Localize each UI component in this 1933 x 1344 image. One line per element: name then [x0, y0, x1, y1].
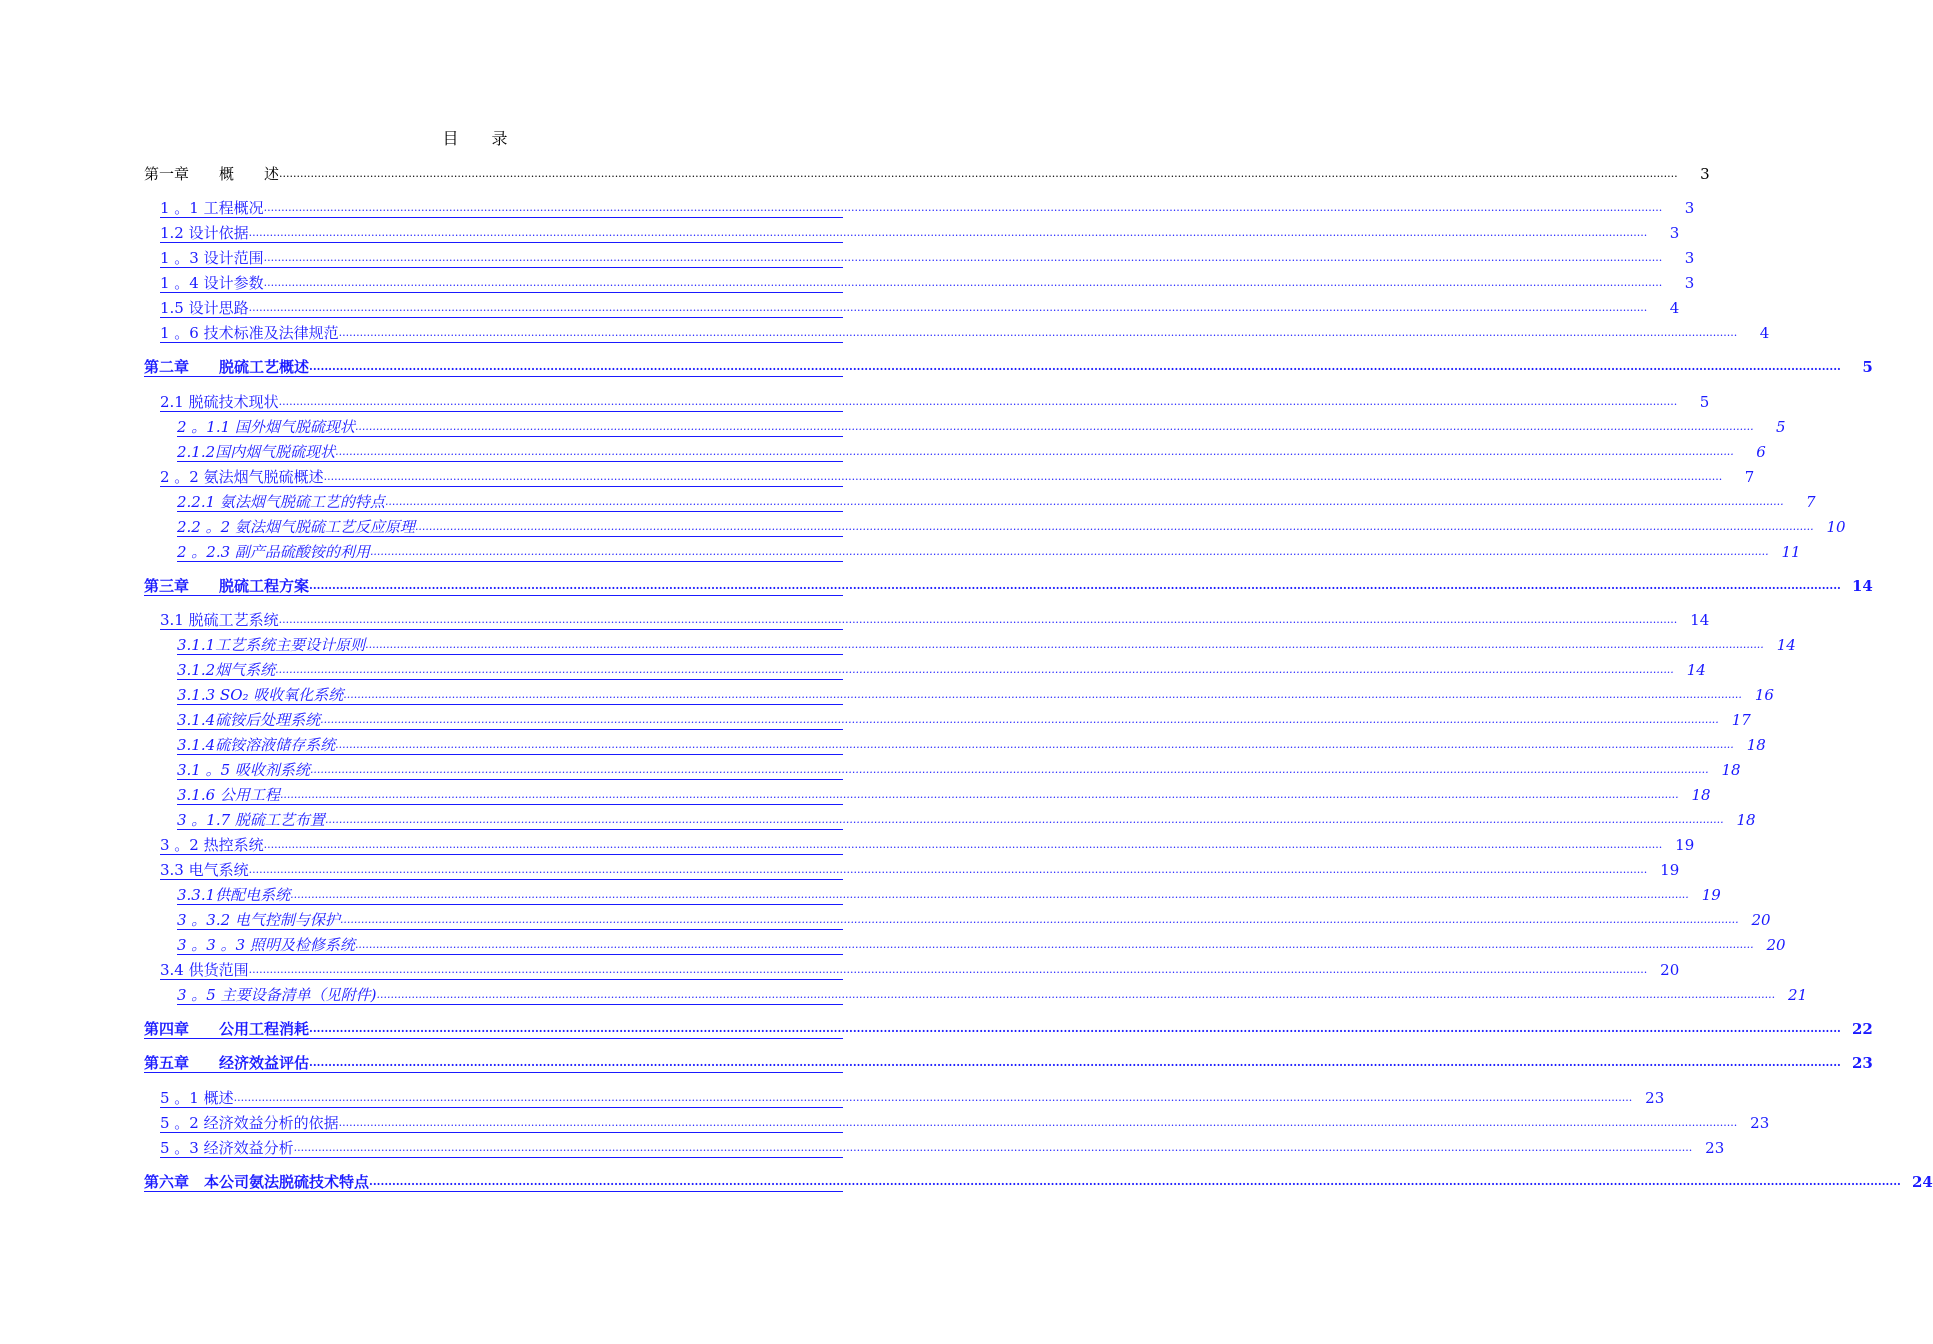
toc-entry-label: 1.2 设计依据 — [160, 224, 249, 242]
toc-entry[interactable] — [160, 320, 1770, 343]
toc-entry-page: 14 — [1686, 661, 1706, 679]
toc-entry-label: 5 。2 经济效益分析的依据 — [160, 1114, 339, 1132]
toc-entry[interactable] — [177, 807, 1756, 830]
toc-entry-page: 3 — [1684, 199, 1695, 217]
toc-entry[interactable] — [160, 295, 1680, 318]
toc-entry-label: 3 。1.7 脱硫工艺布置 — [177, 811, 325, 829]
toc-entry-leader: ................................................................................................................................................................................................................................................................................................................................................................................................................ — [263, 251, 1663, 264]
toc-entry-label: 2 。2 氨法烟气脱硫概述 — [160, 468, 324, 486]
toc-entry-leader: ................................................................................................................................................................................................................................................................................................................................................................................................................ — [279, 167, 1678, 180]
toc-entry-leader: ................................................................................................................................................................................................................................................................................................................................................................................................................ — [365, 638, 1764, 651]
toc-entry-leader: ................................................................................................................................................................................................................................................................................................................................................................................................................ — [309, 1056, 1841, 1069]
toc-entry-page: 4 — [1759, 324, 1770, 342]
toc-entry-page: 23 — [1851, 1054, 1873, 1072]
toc-entry-label: 3 。3 。3 照明及检修系统 — [177, 936, 355, 954]
toc-entry[interactable] — [177, 932, 1786, 955]
toc-entry[interactable] — [160, 464, 1755, 487]
toc-entry[interactable] — [177, 907, 1771, 930]
toc-entry-label: 3.1.4硫铵后处理系统 — [177, 711, 321, 729]
toc-entry-page: 23 — [1705, 1139, 1725, 1157]
toc-entry-label: 第二章 脱硫工艺概述 — [144, 358, 310, 376]
toc-entry-label: 2.1 脱硫技术现状 — [160, 393, 279, 411]
toc-entry-label: 3.3.1供配电系统 — [177, 886, 291, 904]
toc-entry-page: 20 — [1766, 936, 1786, 954]
toc-entry[interactable] — [160, 245, 1695, 268]
toc-entry[interactable] — [177, 439, 1766, 462]
toc-entry[interactable] — [177, 657, 1706, 680]
toc-entry-label: 2 。2.3 副产品硫酸铵的利用 — [177, 543, 370, 561]
toc-entry-leader: ................................................................................................................................................................................................................................................................................................................................................................................................................ — [339, 913, 1739, 926]
toc-entry-leader: ................................................................................................................................................................................................................................................................................................................................................................................................................ — [248, 301, 1648, 314]
toc-entry-page: 18 — [1736, 811, 1756, 829]
toc-entry-leader: ................................................................................................................................................................................................................................................................................................................................................................................................................ — [279, 788, 1679, 801]
toc-entry[interactable] — [144, 573, 1873, 596]
toc-entry-page: 18 — [1721, 761, 1741, 779]
toc-entry[interactable] — [160, 1135, 1725, 1158]
toc-entry[interactable] — [177, 632, 1796, 655]
toc-entry-leader: ................................................................................................................................................................................................................................................................................................................................................................................................................ — [275, 663, 1674, 676]
toc-entry-page: 3 — [1684, 274, 1695, 292]
toc-entry-page: 3 — [1669, 224, 1680, 242]
toc-entry — [144, 161, 1710, 183]
toc-entry-label: 5 。3 经济效益分析 — [160, 1139, 294, 1157]
toc-entry-label: 第五章 经济效益评估 — [144, 1054, 310, 1072]
toc-entry[interactable] — [160, 957, 1680, 980]
toc-entry-label: 第三章 脱硫工程方案 — [144, 577, 310, 595]
toc-entry-page: 5 — [1699, 393, 1710, 411]
toc-entry[interactable] — [177, 707, 1751, 730]
toc-entry[interactable] — [177, 514, 1846, 537]
toc-entry-label: 3.1 脱硫工艺系统 — [160, 611, 279, 629]
toc-entry-leader: ................................................................................................................................................................................................................................................................................................................................................................................................................ — [263, 201, 1663, 214]
toc-entry-page: 18 — [1746, 736, 1766, 754]
toc-entry-label: 第六章 本公司氨法脱硫技术特点 — [144, 1173, 370, 1191]
toc-entry[interactable] — [177, 732, 1766, 755]
toc-entry-label: 3 。3.2 电气控制与保护 — [177, 911, 340, 929]
toc-entry[interactable] — [160, 832, 1695, 855]
toc-entry-page: 3 — [1684, 249, 1695, 267]
toc-entry[interactable] — [160, 857, 1680, 880]
toc-entry-leader: ................................................................................................................................................................................................................................................................................................................................................................................................................ — [343, 688, 1742, 701]
toc-entry-leader: ................................................................................................................................................................................................................................................................................................................................................................................................................ — [248, 963, 1648, 976]
toc-entry-page: 6 — [1756, 443, 1766, 461]
toc-entry-page: 4 — [1669, 299, 1680, 317]
toc-entry-label: 第四章 公用工程消耗 — [144, 1020, 310, 1038]
toc-entry-leader: ................................................................................................................................................................................................................................................................................................................................................................................................................ — [320, 713, 1719, 726]
toc-entry[interactable] — [160, 607, 1710, 630]
toc-entry[interactable] — [144, 1016, 1873, 1039]
toc-entry-page: 18 — [1691, 786, 1711, 804]
toc-entry-leader: ................................................................................................................................................................................................................................................................................................................................................................................................................ — [335, 738, 1734, 751]
toc-entry-leader: ................................................................................................................................................................................................................................................................................................................................................................................................................ — [369, 1175, 1901, 1188]
toc-entry-leader: ................................................................................................................................................................................................................................................................................................................................................................................................................ — [309, 579, 1841, 592]
toc-entry-page: 5 — [1776, 418, 1786, 436]
toc-entry-label: 3 。2 热控系统 — [160, 836, 264, 854]
toc-entry-leader: ................................................................................................................................................................................................................................................................................................................................................................................................................ — [354, 420, 1754, 433]
toc-entry-leader: ................................................................................................................................................................................................................................................................................................................................................................................................................ — [309, 1022, 1841, 1035]
toc-entry[interactable] — [177, 757, 1741, 780]
toc-entry-label: 1 。6 技术标准及法律规范 — [160, 324, 339, 342]
toc-entry-page: 24 — [1911, 1173, 1933, 1191]
toc-entry[interactable] — [177, 539, 1801, 562]
toc-entry[interactable] — [160, 1085, 1665, 1108]
toc-entry-page: 14 — [1851, 577, 1873, 595]
toc-entry[interactable] — [177, 982, 1808, 1005]
toc-entry-leader: ................................................................................................................................................................................................................................................................................................................................................................................................................ — [290, 888, 1689, 901]
toc-entry-label: 1 。1 工程概况 — [160, 199, 264, 217]
toc-entry-page: 20 — [1751, 911, 1771, 929]
toc-entry-page: 10 — [1826, 518, 1846, 536]
toc-entry-page: 19 — [1701, 886, 1721, 904]
toc-entry-leader: ................................................................................................................................................................................................................................................................................................................................................................................................................ — [338, 1116, 1738, 1129]
toc-entry-page: 7 — [1806, 493, 1816, 511]
toc-entry-label: 1.5 设计思路 — [160, 299, 249, 317]
toc-entry[interactable] — [160, 389, 1710, 412]
toc-entry-label: 3.1.1工艺系统主要设计原则 — [177, 636, 366, 654]
toc-title — [0, 126, 950, 149]
toc-entry[interactable] — [160, 220, 1680, 243]
toc-entry-page: 11 — [1781, 543, 1801, 561]
toc-entry-label: 5 。1 概述 — [160, 1089, 234, 1107]
toc-entry-leader: ................................................................................................................................................................................................................................................................................................................................................................................................................ — [248, 863, 1648, 876]
toc-entry-leader: ................................................................................................................................................................................................................................................................................................................................................................................................................ — [278, 613, 1678, 626]
toc-entry[interactable] — [160, 195, 1695, 218]
toc-entry-page: 22 — [1851, 1020, 1873, 1038]
toc-entry[interactable] — [177, 489, 1816, 512]
toc-entry-page: 17 — [1731, 711, 1751, 729]
toc-entry-page: 21 — [1788, 986, 1808, 1004]
toc-entry-label: 3 。5 主要设备清单（见附件) — [177, 986, 377, 1004]
toc-entry-label: 3.1.6 公用工程 — [177, 786, 280, 804]
toc-entry-leader: ................................................................................................................................................................................................................................................................................................................................................................................................................ — [309, 763, 1709, 776]
toc-entry-label: 3.1.3 SO₂ 吸收氧化系统 — [177, 686, 344, 704]
toc-entry-page: 7 — [1744, 468, 1755, 486]
toc-entry-leader: ................................................................................................................................................................................................................................................................................................................................................................................................................ — [309, 360, 1841, 373]
toc-entry-page: 16 — [1754, 686, 1774, 704]
toc-entry-label: 2.1.2国内烟气脱硫现状 — [177, 443, 336, 461]
toc-entry-label: 3.4 供货范围 — [160, 961, 249, 979]
toc-entry[interactable] — [177, 882, 1721, 905]
toc-entry-leader: ................................................................................................................................................................................................................................................................................................................................................................................................................ — [354, 938, 1754, 951]
toc-entry-page: 23 — [1750, 1114, 1770, 1132]
toc-entry-leader: ................................................................................................................................................................................................................................................................................................................................................................................................................ — [323, 470, 1723, 483]
toc-entry-leader: ................................................................................................................................................................................................................................................................................................................................................................................................................ — [263, 838, 1663, 851]
toc-entry-label: 3.1 。5 吸收剂系统 — [177, 761, 310, 779]
toc-entry-label: 3.1.4硫铵溶液储存系统 — [177, 736, 336, 754]
toc-entry-label: 1 。4 设计参数 — [160, 274, 264, 292]
toc-entry-leader: ................................................................................................................................................................................................................................................................................................................................................................................................................ — [324, 813, 1724, 826]
toc-entry-page: 19 — [1660, 861, 1680, 879]
toc-entry-page: 14 — [1776, 636, 1796, 654]
toc-entry[interactable] — [177, 782, 1711, 805]
toc-entry-leader: ................................................................................................................................................................................................................................................................................................................................................................................................................ — [263, 276, 1663, 289]
toc-entry-leader: ................................................................................................................................................................................................................................................................................................................................................................................................................ — [414, 520, 1814, 533]
toc-entry-label: 1 。3 设计范围 — [160, 249, 264, 267]
toc-entry-label: 3.1.2烟气系统 — [177, 661, 276, 679]
toc-entry[interactable] — [144, 1169, 1933, 1192]
toc-entry-label: 2.2.1 氨法烟气脱硫工艺的特点 — [177, 493, 385, 511]
toc-entry-label: 2 。1.1 国外烟气脱硫现状 — [177, 418, 355, 436]
toc-entry-page: 23 — [1645, 1089, 1665, 1107]
toc-entry[interactable] — [177, 414, 1786, 437]
toc-entry-leader: ................................................................................................................................................................................................................................................................................................................................................................................................................ — [384, 495, 1784, 508]
toc-entry-page: 5 — [1862, 358, 1873, 376]
toc-entry-leader: ................................................................................................................................................................................................................................................................................................................................................................................................................ — [293, 1141, 1693, 1154]
toc-entry-leader: ................................................................................................................................................................................................................................................................................................................................................................................................................ — [338, 326, 1738, 339]
toc-entry[interactable] — [160, 270, 1695, 293]
toc-entry-label: 3.3 电气系统 — [160, 861, 249, 879]
toc-entry-leader: ................................................................................................................................................................................................................................................................................................................................................................................................................ — [335, 445, 1734, 458]
toc-entry[interactable] — [144, 1050, 1873, 1073]
toc-entry-leader: ................................................................................................................................................................................................................................................................................................................................................................................................................ — [248, 226, 1648, 239]
toc-title-part-2: 录 — [491, 129, 508, 148]
toc-entry-page: 3 — [1700, 165, 1710, 183]
toc-entry-leader: ................................................................................................................................................................................................................................................................................................................................................................................................................ — [369, 545, 1769, 558]
toc-entry[interactable] — [144, 354, 1873, 377]
toc-entry-page: 14 — [1690, 611, 1710, 629]
toc-entry-page: 19 — [1675, 836, 1695, 854]
toc-entry-leader: ................................................................................................................................................................................................................................................................................................................................................................................................................ — [376, 988, 1776, 1001]
toc-entry-leader: ................................................................................................................................................................................................................................................................................................................................................................................................................ — [278, 395, 1678, 408]
toc-entry-page: 20 — [1660, 961, 1680, 979]
toc-entry-label: 第一章 概 述 — [144, 165, 280, 183]
toc-title-part-1: 目 — [442, 129, 459, 148]
toc-entry[interactable] — [177, 682, 1774, 705]
toc-entry-leader: ................................................................................................................................................................................................................................................................................................................................................................................................................ — [233, 1091, 1633, 1104]
toc-entry-label: 2.2 。2 氨法烟气脱硫工艺反应原理 — [177, 518, 415, 536]
toc-entry[interactable] — [160, 1110, 1770, 1133]
